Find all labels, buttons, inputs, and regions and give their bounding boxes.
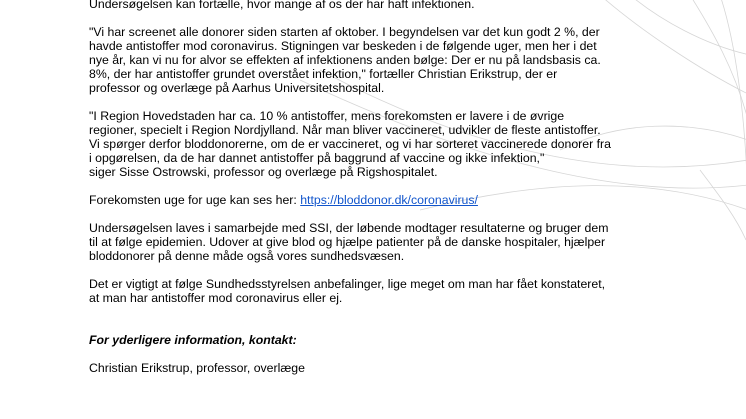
para2-line-5: siger Sisse Ostrowski, professor og overlæge på Rigshospitalet. [89,165,438,179]
para4-line-2: at man har antistoffer mod coronavirus eller ej. [89,291,343,305]
coronavirus-link[interactable]: https://bloddonor.dk/coronavirus/ [300,193,478,207]
contact-line: Christian Erikstrup, professor, overlæge [89,361,305,375]
intro-line: Undersøgelsen kan fortælle, hvor mange af os der har haft infektionen. [89,0,475,11]
para3-line-3: bloddonorer på denne måde også vores sundhedsvæsen. [89,249,405,263]
para3-line-2: til at følge epidemien. Udover at give blod og hjælpe patienter på de danske hospitaler, hjælper [89,235,606,249]
para1-line-4: 8%, der har antistoffer grundet overstået infektion," fortæller Christian Erikstrup, der er [89,67,558,81]
para1-line-3: nye år, kan vi nu for alvor se effekten af infektionens anden bølge: Der er nu på landsbasis ca. [89,53,601,67]
para2-line-1: "I Region Hovedstaden har ca. 10 % antistoffer, mens forekomsten er lavere i de øvrige [89,109,565,123]
press-release-body [89,0,679,375]
para4-line-1: Det er vigtigt at følge Sundhedsstyrelsen anbefalinger, lige meget om man har fået konstateret, [89,277,606,291]
weekly-prefix: Forekomsten uge for uge kan ses her: [89,193,301,207]
para1-line-5: professor og overlæge på Aarhus Universitetshospital. [89,81,385,95]
para1-line-1: "Vi har screenet alle donorer siden starten af oktober. I begyndelsen var det kun godt 2 %, der [89,25,600,39]
weekly-line [89,193,679,207]
para1-line-2: havde antistoffer mod coronavirus. Stigningen var beskeden i de følgende uger, men her i det [89,39,597,53]
para2-line-4: i opgørelsen, da de har dannet antistoffer på baggrund af vaccine og ikke infektion," [89,151,545,165]
para3-line-1: Undersøgelsen laves i samarbejde med SSI, der løbende modtager resultaterne og bruger dem [89,221,609,235]
para2-line-3: Vi spørger derfor bloddonorerne, om de er vaccineret, og vi har sorteret vaccinerede donorer fra [89,137,611,151]
para2-line-2: regioner, specielt i Region Nordjylland. Når man bliver vaccineret, udvikler de fleste antistoffer. [89,123,601,137]
contact-heading: For yderligere information, kontakt: [89,333,297,347]
